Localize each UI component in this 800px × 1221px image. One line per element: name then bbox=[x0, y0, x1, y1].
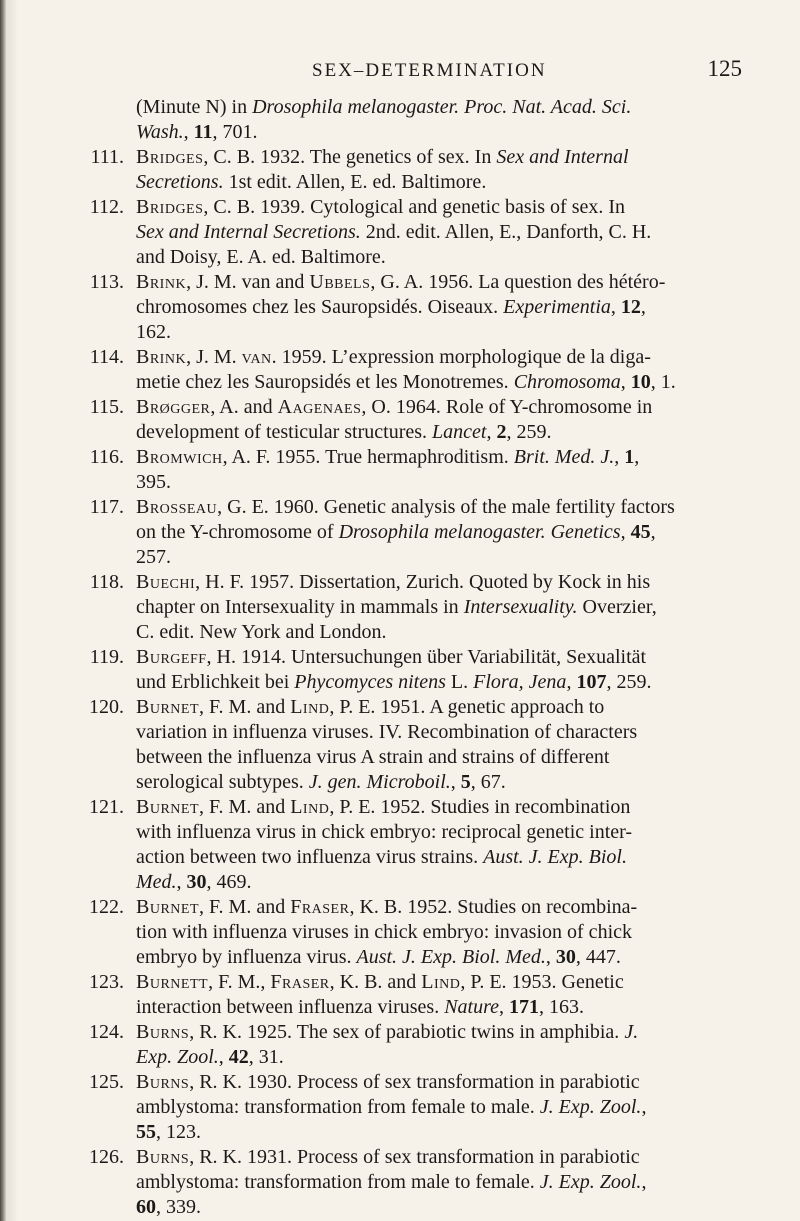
text-run: , F. M., bbox=[208, 971, 271, 993]
text-run: and Doisy, E. A. ed. Baltimore. bbox=[136, 246, 386, 268]
text-run: van bbox=[241, 346, 272, 368]
text-run: , bbox=[183, 121, 194, 143]
reference-line bbox=[136, 220, 744, 245]
text-run: , R. K. 1930. Process of sex transformation in parabiotic bbox=[189, 1071, 640, 1093]
text-run: , R. K. 1931. Process of sex transformation in parabiotic bbox=[189, 1146, 640, 1168]
reference-entry bbox=[82, 1070, 744, 1145]
text-run: J. bbox=[624, 1021, 639, 1043]
text-run: 30 bbox=[555, 946, 576, 968]
text-run: 12 bbox=[620, 296, 641, 318]
text-run: 2 bbox=[496, 421, 507, 443]
reference-line bbox=[136, 1170, 744, 1195]
reference-entry bbox=[82, 395, 744, 445]
text-run: , 67. bbox=[470, 771, 506, 793]
text-run: Exp. Zool. bbox=[136, 1046, 219, 1068]
reference-line bbox=[136, 995, 744, 1020]
text-run: chromosomes chez les Sauropsidés. Oiseaux. bbox=[136, 296, 504, 318]
text-run: , G. A. 1956. La question des hétéro- bbox=[370, 271, 666, 293]
reference-line bbox=[136, 395, 744, 420]
reference-line bbox=[136, 345, 744, 370]
reference-line bbox=[136, 870, 744, 895]
text-run: 257. bbox=[136, 546, 171, 568]
reference-line bbox=[136, 420, 744, 445]
reference-line bbox=[136, 295, 744, 320]
reference-number: 124. bbox=[89, 1021, 124, 1043]
text-run: Wash. bbox=[136, 121, 184, 143]
text-run: Brink bbox=[136, 271, 187, 293]
text-run: , K. B. and bbox=[329, 971, 422, 993]
reference-text bbox=[136, 495, 744, 570]
reference-line bbox=[136, 270, 744, 295]
reference-list bbox=[82, 95, 744, 1220]
reference-entry bbox=[82, 495, 744, 570]
reference-number: 120. bbox=[89, 696, 124, 718]
text-run: 2nd. edit. Allen, E., Danforth, C. H. bbox=[360, 221, 652, 243]
text-run: , bbox=[218, 1046, 229, 1068]
text-run: Med. bbox=[136, 871, 177, 893]
reference-text bbox=[136, 345, 744, 395]
text-run: (Minute N) in bbox=[136, 96, 253, 118]
reference-number: 112. bbox=[89, 196, 124, 218]
text-run: Lind bbox=[290, 696, 330, 718]
reference-number: 126. bbox=[89, 1146, 124, 1168]
reference-text bbox=[136, 145, 744, 195]
text-run: , 701. bbox=[212, 121, 258, 143]
text-run: serological subtypes. bbox=[136, 771, 309, 793]
text-run: Buechi bbox=[136, 571, 196, 593]
text-run: , H. 1914. Untersuchungen über Variabilität, Sexualität bbox=[206, 646, 647, 668]
text-run: Drosophila melanogaster. Genetics bbox=[338, 521, 621, 543]
reference-line bbox=[136, 595, 744, 620]
text-run: , 259. bbox=[506, 421, 552, 443]
text-run: Chromosoma bbox=[513, 371, 621, 393]
reference-line bbox=[136, 520, 744, 545]
reference-text bbox=[136, 645, 744, 695]
reference-entry bbox=[82, 695, 744, 795]
reference-number: 118. bbox=[89, 571, 124, 593]
text-run: Burns bbox=[136, 1021, 190, 1043]
text-run: , P. E. 1953. Genetic bbox=[460, 971, 624, 993]
reference-line bbox=[136, 445, 744, 470]
text-run: J. gen. Microboil. bbox=[308, 771, 451, 793]
reference-entry bbox=[82, 195, 744, 270]
reference-line bbox=[136, 670, 744, 695]
text-run: , bbox=[650, 521, 656, 543]
text-run: 1st edit. Allen, E. ed. Baltimore. bbox=[223, 171, 487, 193]
text-run: Bridges bbox=[136, 146, 204, 168]
reference-line bbox=[136, 1020, 744, 1045]
reference-text bbox=[136, 1145, 744, 1220]
text-run: Experimentia bbox=[503, 296, 611, 318]
reference-number: 116. bbox=[89, 446, 124, 468]
reference-line bbox=[136, 495, 744, 520]
reference-line bbox=[136, 845, 744, 870]
reference-number: 113. bbox=[89, 271, 124, 293]
text-run: J. Exp. Zool. bbox=[539, 1171, 642, 1193]
reference-number: 115. bbox=[89, 396, 124, 418]
text-run: Burns bbox=[136, 1146, 190, 1168]
text-run: , bbox=[641, 1171, 647, 1193]
text-run: Bromwich bbox=[136, 446, 223, 468]
text-run: , bbox=[640, 296, 646, 318]
reference-line bbox=[136, 820, 744, 845]
text-run: , H. F. 1957. Dissertation, Zurich. Quoted by Kock in his bbox=[195, 571, 651, 593]
reference-line bbox=[136, 145, 744, 170]
text-run: , J. M. bbox=[186, 346, 242, 368]
reference-line bbox=[136, 745, 744, 770]
text-run: Lancet bbox=[432, 421, 487, 443]
text-run: Aust. J. Exp. Biol. Med. bbox=[356, 946, 546, 968]
reference-line bbox=[136, 1195, 744, 1220]
text-run: , 259. bbox=[606, 671, 652, 693]
text-run: 107 bbox=[576, 671, 607, 693]
reference-number: 123. bbox=[89, 971, 124, 993]
text-run: Burnet bbox=[136, 896, 200, 918]
reference-number: 121. bbox=[89, 796, 124, 818]
reference-line bbox=[136, 720, 744, 745]
text-run: , 123. bbox=[156, 1121, 201, 1143]
text-run: , bbox=[620, 371, 631, 393]
reference-entry bbox=[82, 795, 744, 895]
text-run: Aust. J. Exp. Biol. bbox=[483, 846, 627, 868]
text-run: Nature bbox=[444, 996, 500, 1018]
text-run: variation in influenza viruses. IV. Recombination of characters bbox=[136, 721, 638, 743]
reference-entry bbox=[82, 1020, 744, 1070]
reference-text bbox=[136, 1070, 744, 1145]
text-run: , F. M. and bbox=[199, 896, 291, 918]
text-run: Sex and Internal bbox=[496, 146, 629, 168]
running-header bbox=[112, 58, 742, 82]
text-run: , G. E. 1960. Genetic analysis of the male fertility factors bbox=[217, 496, 675, 518]
text-run: , A. F. 1955. True hermaphroditism. bbox=[222, 446, 514, 468]
reference-entry bbox=[82, 445, 744, 495]
reference-text bbox=[136, 695, 744, 795]
reference-line bbox=[136, 195, 744, 220]
running-title: SEX–DETERMINATION bbox=[312, 60, 547, 81]
text-run: 11 bbox=[193, 121, 213, 143]
text-run: Flora, Jena bbox=[473, 671, 567, 693]
reference-number: 125. bbox=[89, 1071, 124, 1093]
page-binding-shadow bbox=[6, 0, 18, 1221]
text-run: , bbox=[610, 296, 621, 318]
text-run: J. Exp. Zool. bbox=[539, 1096, 642, 1118]
reference-entry bbox=[82, 895, 744, 970]
text-run: . 1959. L’expression morphologique de la diga- bbox=[271, 346, 651, 368]
text-run: 171 bbox=[509, 996, 540, 1018]
text-run: C. edit. New York and London. bbox=[136, 621, 387, 643]
text-run: , F. M. and bbox=[199, 696, 291, 718]
reference-text bbox=[136, 970, 744, 1020]
text-run: Intersexuality. bbox=[463, 596, 578, 618]
text-run: Burgeff bbox=[136, 646, 207, 668]
text-run: Burnett bbox=[136, 971, 209, 993]
reference-entry bbox=[82, 1145, 744, 1220]
reference-line bbox=[136, 170, 744, 195]
reference-line bbox=[136, 1045, 744, 1070]
text-run: , P. E. 1952. Studies in recombination bbox=[329, 796, 631, 818]
text-run: Brøgger bbox=[136, 396, 211, 418]
reference-line bbox=[136, 770, 744, 795]
text-run: , bbox=[450, 771, 461, 793]
reference-line bbox=[136, 1095, 744, 1120]
text-run: , 469. bbox=[206, 871, 252, 893]
text-run: Fraser bbox=[270, 971, 330, 993]
text-run: development of testicular structures. bbox=[136, 421, 433, 443]
text-run: und Erblichkeit bei bbox=[136, 671, 295, 693]
reference-text bbox=[136, 445, 744, 495]
text-run: Aagenaes bbox=[277, 396, 362, 418]
text-run: , 163. bbox=[539, 996, 585, 1018]
text-run: Bridges bbox=[136, 196, 204, 218]
reference-line bbox=[136, 945, 744, 970]
text-run: , A. and bbox=[210, 396, 278, 418]
text-run: , R. K. 1925. The sex of parabiotic twins in amphibia. bbox=[189, 1021, 625, 1043]
reference-line bbox=[136, 895, 744, 920]
text-run: 162. bbox=[136, 321, 171, 343]
text-run: Burns bbox=[136, 1071, 190, 1093]
text-run: with influenza virus in chick embryo: reciprocal genetic inter- bbox=[136, 821, 633, 843]
text-run: Brosseau bbox=[136, 496, 218, 518]
reference-line bbox=[136, 470, 744, 495]
text-run: , 339. bbox=[156, 1196, 201, 1218]
text-run: , K. B. 1952. Studies on recombina- bbox=[349, 896, 638, 918]
text-run: embryo by influenza virus. bbox=[136, 946, 357, 968]
text-run: 395. bbox=[136, 471, 171, 493]
text-run: Phycomyces nitens bbox=[294, 671, 446, 693]
reference-number: 122. bbox=[89, 896, 124, 918]
text-run: Burnet bbox=[136, 796, 200, 818]
text-run: 60 bbox=[136, 1196, 156, 1218]
text-run: , O. 1964. Role of Y-chromosome in bbox=[361, 396, 653, 418]
text-run: Ubbels bbox=[309, 271, 371, 293]
text-run: Burnet bbox=[136, 696, 200, 718]
text-run: Overzier, bbox=[577, 596, 657, 618]
reference-entry bbox=[82, 270, 744, 345]
text-run: , bbox=[641, 1096, 647, 1118]
reference-line bbox=[136, 795, 744, 820]
text-run: , bbox=[614, 446, 625, 468]
reference-text bbox=[136, 1020, 744, 1070]
text-run: interaction between influenza viruses. bbox=[136, 996, 445, 1018]
text-run: chapter on Intersexuality in mammals in bbox=[136, 596, 464, 618]
text-run: tion with influenza viruses in chick embryo: invasion of chick bbox=[136, 921, 632, 943]
text-run: , P. E. 1951. A genetic approach to bbox=[329, 696, 605, 718]
reference-entry bbox=[82, 570, 744, 645]
text-run: , bbox=[566, 671, 577, 693]
text-run: , bbox=[499, 996, 510, 1018]
reference-entry bbox=[82, 95, 744, 145]
reference-text bbox=[136, 195, 744, 270]
text-run: , C. B. 1939. Cytological and genetic basis of sex. In bbox=[203, 196, 626, 218]
text-run: Lind bbox=[421, 971, 461, 993]
reference-line bbox=[136, 1070, 744, 1095]
text-run: , bbox=[176, 871, 187, 893]
text-run: Sex and Internal Secretions. bbox=[136, 221, 361, 243]
reference-line bbox=[136, 1120, 744, 1145]
reference-line bbox=[136, 245, 744, 270]
reference-line bbox=[136, 620, 744, 645]
text-run: 55 bbox=[136, 1121, 156, 1143]
reference-number bbox=[82, 95, 124, 145]
reference-text bbox=[136, 895, 744, 970]
reference-text bbox=[136, 395, 744, 445]
reference-entry bbox=[82, 970, 744, 1020]
text-run: 5 bbox=[460, 771, 471, 793]
reference-line bbox=[136, 95, 744, 120]
text-run: amblystoma: transformation from male to female. bbox=[136, 1171, 540, 1193]
text-run: 10 bbox=[630, 371, 651, 393]
reference-line bbox=[136, 120, 744, 145]
reference-entry bbox=[82, 345, 744, 395]
reference-line bbox=[136, 320, 744, 345]
text-run: , bbox=[634, 446, 640, 468]
reference-number: 117. bbox=[89, 496, 124, 518]
text-run: , F. M. and bbox=[199, 796, 291, 818]
reference-entry bbox=[82, 645, 744, 695]
text-run: Drosophila melanogaster. Proc. Nat. Acad. Sci. bbox=[252, 96, 632, 118]
text-run: between the influenza virus A strain and strains of different bbox=[136, 746, 610, 768]
reference-text bbox=[136, 270, 744, 345]
text-run: amblystoma: transformation from female to male. bbox=[136, 1096, 540, 1118]
text-run: , 31. bbox=[248, 1046, 284, 1068]
text-run: , bbox=[545, 946, 556, 968]
reference-line bbox=[136, 570, 744, 595]
reference-number: 119. bbox=[89, 646, 124, 668]
reference-text bbox=[136, 570, 744, 645]
text-run: 42 bbox=[228, 1046, 249, 1068]
text-run: Brink bbox=[136, 346, 187, 368]
reference-entry bbox=[82, 145, 744, 195]
text-run: Fraser bbox=[290, 896, 350, 918]
reference-line bbox=[136, 970, 744, 995]
text-run: , bbox=[620, 521, 631, 543]
reference-number: 111. bbox=[90, 146, 124, 168]
text-run: metie chez les Sauropsidés et les Monotremes. bbox=[136, 371, 514, 393]
reference-line bbox=[136, 695, 744, 720]
text-run: , 1. bbox=[650, 371, 676, 393]
text-run: 1 bbox=[624, 446, 635, 468]
reference-line bbox=[136, 645, 744, 670]
reference-text bbox=[136, 95, 744, 145]
text-run: , J. M. van and bbox=[186, 271, 310, 293]
text-run: Secretions. bbox=[136, 171, 224, 193]
text-run: on the Y-chromosome of bbox=[136, 521, 339, 543]
reference-line bbox=[136, 1145, 744, 1170]
page-number: 125 bbox=[707, 56, 742, 81]
reference-line bbox=[136, 920, 744, 945]
text-run: 30 bbox=[186, 871, 207, 893]
text-run: L. bbox=[445, 671, 474, 693]
reference-text bbox=[136, 795, 744, 895]
text-run: Lind bbox=[290, 796, 330, 818]
text-run: action between two influenza virus strains. bbox=[136, 846, 484, 868]
reference-line bbox=[136, 370, 744, 395]
text-run: , C. B. 1932. The genetics of sex. In bbox=[203, 146, 497, 168]
reference-number: 114. bbox=[89, 346, 124, 368]
text-run: Brit. Med. J. bbox=[513, 446, 615, 468]
reference-line bbox=[136, 545, 744, 570]
text-run: , 447. bbox=[575, 946, 621, 968]
text-run: 45 bbox=[630, 521, 651, 543]
text-run: , bbox=[486, 421, 497, 443]
